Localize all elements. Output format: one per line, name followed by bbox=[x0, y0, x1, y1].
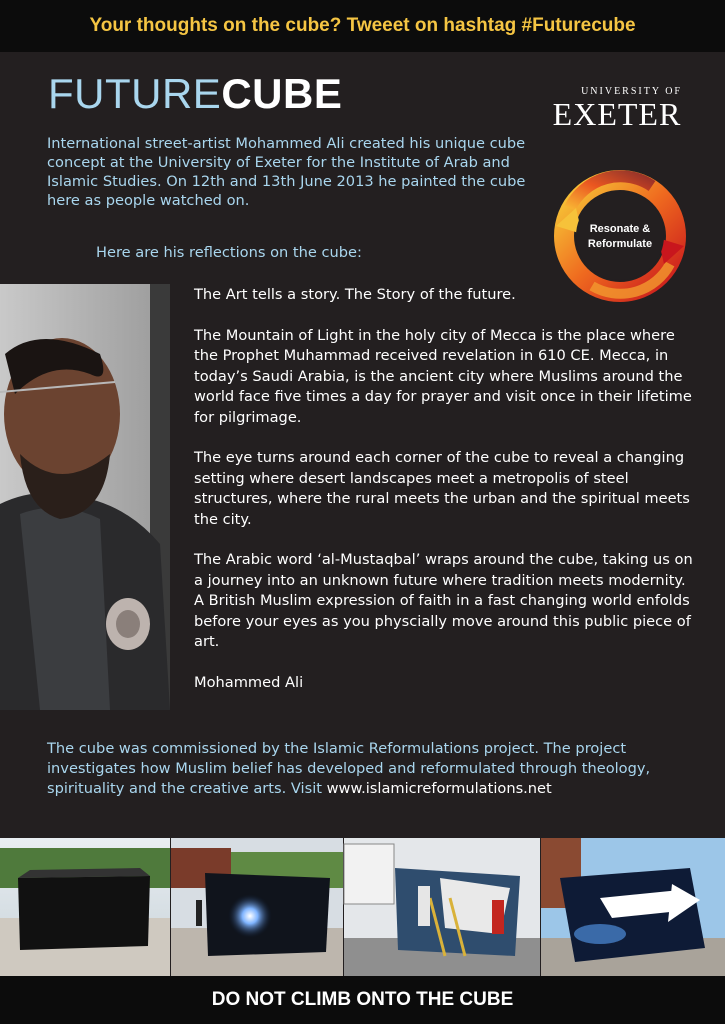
photo-cube-eye bbox=[171, 838, 343, 976]
paragraph-eye: The eye turns around each corner of the cube to reveal a changing setting where desert landscapes meet a metropolis of steel structures, where the rural meets the urban and the spiritual meets the city. bbox=[194, 449, 690, 528]
warning-text: DO NOT CLIMB ONTO THE CUBE bbox=[211, 989, 514, 1010]
photo-black-cube bbox=[0, 838, 170, 976]
university-name: EXETER bbox=[552, 96, 682, 132]
reflections-heading: Here are his reflections on the cube: bbox=[96, 244, 362, 261]
university-prefix: UNIVERSITY OF bbox=[581, 86, 682, 97]
reflections-body bbox=[194, 285, 694, 713]
project-website-link[interactable]: www.islamicreformulations.net bbox=[326, 780, 552, 797]
title-cube: CUBE bbox=[221, 70, 343, 117]
signature: Mohammed Ali bbox=[194, 673, 304, 691]
intro-paragraph: International street-artist Mohammed Ali created his unique cube concept at the University of Exeter for the Institute of Arab and Islamic Studies. On 12th and 13th June 2013 he painted the cube here as people watched on. bbox=[47, 135, 526, 209]
resonate-reformulate-logo bbox=[552, 168, 688, 304]
photo-painting-cube bbox=[344, 838, 540, 976]
hashtag-callout: Your thoughts on the cube? Tweeet on hashtag #Futurecube bbox=[89, 15, 636, 36]
photo-cube-arrow bbox=[541, 838, 725, 976]
top-banner bbox=[0, 0, 725, 52]
paragraph-mecca: The Mountain of Light in the holy city of Mecca is the place where the Prophet Muhammad received revelation in 610 CE. Mecca, in today’s Saudi Arabia, is the ancient city where Muslims around the world face five times a day for prayer and visit once in their lifetime for pilgrimage. bbox=[194, 326, 692, 426]
bottom-banner bbox=[0, 976, 725, 1024]
university-logo bbox=[548, 86, 686, 130]
paragraph-mustaqbal: The Arabic word ‘al-Mustaqbal’ wraps around the cube, taking us on a journey into an unknown future where tradition meets modernity. A British Muslim expression of faith in a fast changing world enfolds before your eyes as you physcially move around this public piece of art. bbox=[194, 551, 693, 650]
commission-paragraph bbox=[47, 739, 687, 799]
paragraph-art-story: The Art tells a story. The Story of the future. bbox=[194, 286, 516, 303]
artist-portrait-photo bbox=[0, 284, 170, 710]
title-future: FUTURE bbox=[48, 70, 222, 117]
logo-line-2: Reformulate bbox=[587, 238, 653, 250]
commission-text: The cube was commissioned by the Islamic Reformulations project. The project investigates how Muslim belief has developed and reformulated through theology, spirituality and the creative arts. Visit bbox=[47, 740, 651, 797]
logo-line-1: Resonate & bbox=[589, 223, 651, 235]
cube-photo-strip bbox=[0, 838, 725, 976]
page-title bbox=[48, 70, 342, 118]
